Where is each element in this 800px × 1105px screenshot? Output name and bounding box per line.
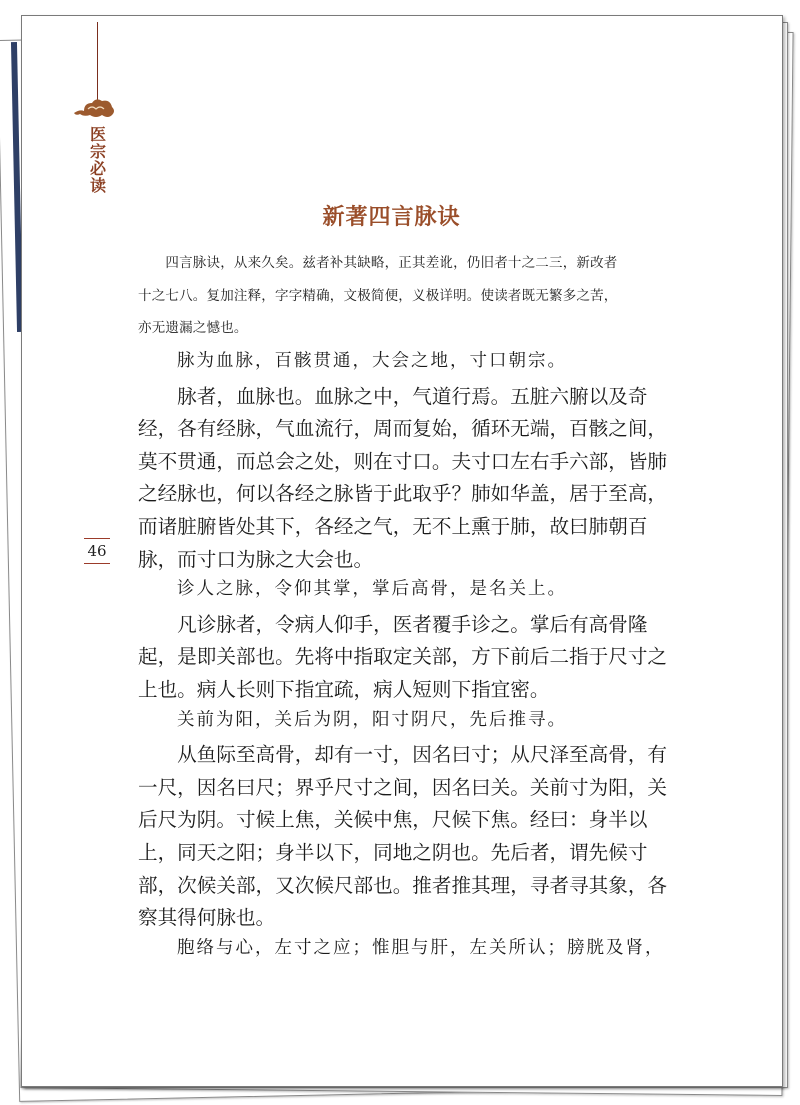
commentary-line: 脉者，血脉也。血脉之中，气道行焉。五脏六腑以及奇 [138,384,648,408]
commentary-line: 脉，而寸口为脉之大会也。 [138,547,374,571]
hanging-line-ornament [97,22,98,100]
commentary-line: 而诸脏腑皆处其下，各经之气，无不上熏于肺，故曰肺朝百 [138,515,648,538]
intro-line: 十之七八。复加注释，字字精确，文极简便，义极详明。使读者既无繁多之苦， [138,287,618,304]
commentary-line: 上也。病人长则下指宜疏，病人短则下指宜密。 [138,678,550,701]
series-title-char: 必 [89,159,106,178]
series-title-char: 读 [89,176,106,195]
verse-line: 脉为血脉，百骸贯通，大会之地，寸口朝宗。 [138,351,567,371]
verse-line: 胞络与心，左寸之应；惟胆与肝，左关所认；膀胱及肾， [138,937,665,958]
page-number: 46 [84,538,110,564]
commentary-line: 上，同天之阳；身半以下，同地之阴也。先后者，谓先候寸 [138,841,648,864]
series-title-char: 医 [89,125,106,144]
commentary-line: 凡诊脉者，令病人仰手，医者覆手诊之。掌后有高骨隆 [138,612,648,636]
commentary-line: 从鱼际至高骨，却有一寸，因名曰寸；从尺泽至高骨，有 [138,743,668,767]
commentary-line: 后尺为阴。寸候上焦，关候中焦，尺候下焦。经曰：身半以 [138,808,648,832]
commentary-line: 莫不贯通，而总会之处，则在寸口。夫寸口左右手六部，皆肺 [138,449,668,473]
series-title-vertical [88,126,108,194]
commentary-line: 一尺，因名曰尺；界乎尺寸之间，因名曰关。关前寸为阳，关 [138,775,668,799]
verse-line: 诊人之脉，令仰其掌，掌后高骨，是名关上。 [138,579,567,600]
series-title-char: 宗 [89,142,106,161]
intro-line: 四言脉诀，从来久矣。兹者补其缺略，正其差讹，仍旧者十之二三，新改者 [138,255,618,271]
chapter-title: 新著四言脉诀 [322,204,461,230]
commentary-line: 之经脉也，何以各经之脉皆于此取乎？肺如华盖，居于至高， [138,482,668,506]
book-page [21,15,783,1087]
commentary-line: 起，是即关部也。先将中指取定关部，方下前后二指于尺寸之 [138,645,668,669]
verse-line: 关前为阳，关后为阴，阳寸阴尺，先后推寻。 [138,709,567,730]
commentary-line: 经，各有经脉，气血流行，周而复始，循环无端，百骸之间， [138,417,668,441]
commentary-line: 部，次候关部，又次候尺部也。推者推其理，寻者寻其象，各 [138,873,668,897]
cloud-ornament-icon [72,95,116,119]
intro-line: 亦无遗漏之憾也。 [138,320,248,336]
commentary-line: 察其得何脉也。 [138,906,276,930]
